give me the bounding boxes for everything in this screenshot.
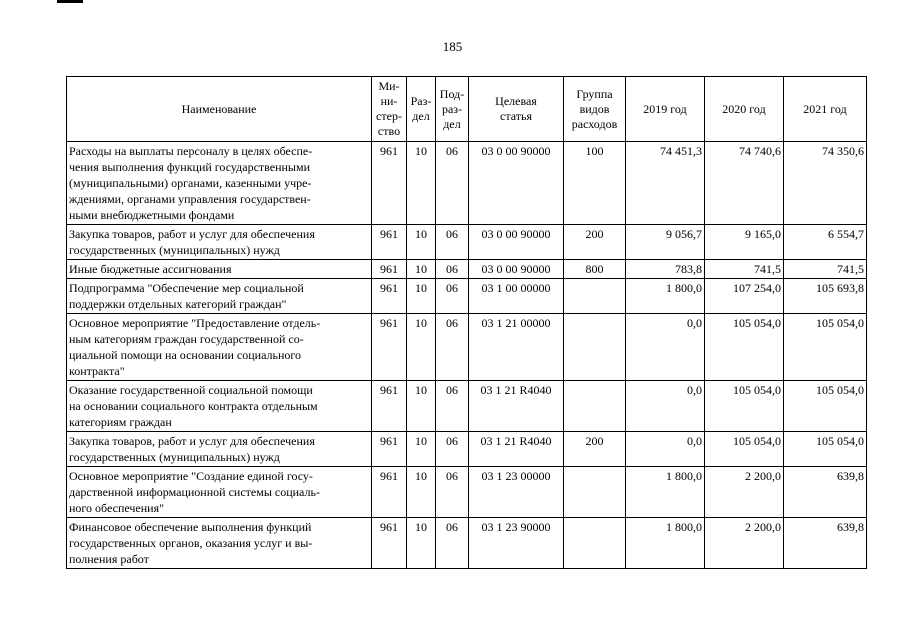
row-value-2019: 1 800,0 [626, 467, 705, 518]
row-value-2021: 105 054,0 [784, 432, 867, 467]
row-ministry: 961 [372, 381, 407, 432]
row-ministry: 961 [372, 432, 407, 467]
row-value-2019: 0,0 [626, 314, 705, 381]
table-row [67, 314, 867, 381]
header-ministry: Ми- ни- стер- ство [372, 77, 407, 142]
header-subsection: Под- раз- дел [436, 77, 469, 142]
row-subsection: 06 [436, 142, 469, 225]
row-section: 10 [407, 279, 436, 314]
row-section: 10 [407, 225, 436, 260]
table-row [67, 279, 867, 314]
row-value-2021: 105 054,0 [784, 381, 867, 432]
header-target-article: Целевая статья [469, 77, 564, 142]
row-value-2021: 741,5 [784, 260, 867, 279]
row-value-2019: 783,8 [626, 260, 705, 279]
row-target-article: 03 0 00 90000 [469, 225, 564, 260]
row-subsection: 06 [436, 518, 469, 569]
row-subsection: 06 [436, 314, 469, 381]
table-row [67, 467, 867, 518]
row-subsection: 06 [436, 260, 469, 279]
row-value-2021: 639,8 [784, 518, 867, 569]
row-expense-group: 200 [564, 432, 626, 467]
row-ministry: 961 [372, 142, 407, 225]
table-row [67, 518, 867, 569]
row-value-2019: 0,0 [626, 381, 705, 432]
row-expense-group: 200 [564, 225, 626, 260]
row-expense-group [564, 381, 626, 432]
row-expense-group [564, 518, 626, 569]
row-subsection: 06 [436, 467, 469, 518]
row-target-article: 03 1 21 R4040 [469, 381, 564, 432]
row-target-article: 03 1 21 00000 [469, 314, 564, 381]
row-name: Основное мероприятие "Создание единой госу- дарственной информационной системы социаль- ного обеспечения" [67, 467, 372, 518]
header-expense-group: Группа видов расходов [564, 77, 626, 142]
row-value-2020: 74 740,6 [705, 142, 784, 225]
header-year-2019: 2019 год [626, 77, 705, 142]
row-value-2020: 105 054,0 [705, 314, 784, 381]
row-value-2019: 1 800,0 [626, 518, 705, 569]
row-name: Оказание государственной социальной помощи на основании социального контракта отдельным категориям граждан [67, 381, 372, 432]
row-ministry: 961 [372, 314, 407, 381]
row-value-2020: 9 165,0 [705, 225, 784, 260]
header-year-2021: 2021 год [784, 77, 867, 142]
row-name: Финансовое обеспечение выполнения функций государственных органов, оказания услуг и вы- полнения работ [67, 518, 372, 569]
row-target-article: 03 1 00 00000 [469, 279, 564, 314]
table-row [67, 432, 867, 467]
row-value-2020: 107 254,0 [705, 279, 784, 314]
row-target-article: 03 1 23 00000 [469, 467, 564, 518]
row-section: 10 [407, 260, 436, 279]
row-target-article: 03 0 00 90000 [469, 260, 564, 279]
row-value-2020: 105 054,0 [705, 381, 784, 432]
row-name: Подпрограмма "Обеспечение мер социальной поддержки отдельных категорий граждан" [67, 279, 372, 314]
row-subsection: 06 [436, 279, 469, 314]
row-value-2019: 74 451,3 [626, 142, 705, 225]
header-section: Раз- дел [407, 77, 436, 142]
row-expense-group: 100 [564, 142, 626, 225]
row-ministry: 961 [372, 260, 407, 279]
row-section: 10 [407, 142, 436, 225]
table-row [67, 260, 867, 279]
row-ministry: 961 [372, 518, 407, 569]
row-ministry: 961 [372, 225, 407, 260]
row-subsection: 06 [436, 225, 469, 260]
row-value-2019: 1 800,0 [626, 279, 705, 314]
row-ministry: 961 [372, 279, 407, 314]
row-expense-group [564, 279, 626, 314]
row-value-2020: 2 200,0 [705, 518, 784, 569]
row-section: 10 [407, 314, 436, 381]
row-value-2020: 105 054,0 [705, 432, 784, 467]
row-name: Иные бюджетные ассигнования [67, 260, 372, 279]
row-subsection: 06 [436, 381, 469, 432]
row-target-article: 03 1 21 R4040 [469, 432, 564, 467]
row-section: 10 [407, 467, 436, 518]
header-row [67, 77, 867, 142]
budget-table [66, 76, 867, 569]
page-number: 185 [442, 39, 463, 54]
row-expense-group [564, 467, 626, 518]
row-expense-group: 800 [564, 260, 626, 279]
row-value-2021: 6 554,7 [784, 225, 867, 260]
row-target-article: 03 1 23 90000 [469, 518, 564, 569]
row-value-2021: 105 054,0 [784, 314, 867, 381]
row-name: Закупка товаров, работ и услуг для обеспечения государственных (муниципальных) нужд [67, 432, 372, 467]
row-value-2019: 9 056,7 [626, 225, 705, 260]
row-name: Закупка товаров, работ и услуг для обеспечения государственных (муниципальных) нужд [67, 225, 372, 260]
row-name: Расходы на выплаты персоналу в целях обеспе- чения выполнения функций государственными (муниципальными) органами, казенными учре- ждениями, органами управления государствен- ными внебюджетными фондами [67, 142, 372, 225]
row-value-2021: 639,8 [784, 467, 867, 518]
scan-edge-mark [57, 0, 83, 3]
row-target-article: 03 0 00 90000 [469, 142, 564, 225]
row-value-2019: 0,0 [626, 432, 705, 467]
row-section: 10 [407, 381, 436, 432]
header-name: Наименование [67, 77, 372, 142]
row-value-2020: 2 200,0 [705, 467, 784, 518]
table-row [67, 142, 867, 225]
row-ministry: 961 [372, 467, 407, 518]
row-subsection: 06 [436, 432, 469, 467]
row-value-2021: 74 350,6 [784, 142, 867, 225]
row-value-2021: 105 693,8 [784, 279, 867, 314]
table-row [67, 225, 867, 260]
row-name: Основное мероприятие "Предоставление отдель- ным категориям граждан государственной со- циальной помощи на основании социального контракта" [67, 314, 372, 381]
header-year-2020: 2020 год [705, 77, 784, 142]
row-section: 10 [407, 518, 436, 569]
row-value-2020: 741,5 [705, 260, 784, 279]
row-expense-group [564, 314, 626, 381]
row-section: 10 [407, 432, 436, 467]
table-row [67, 381, 867, 432]
